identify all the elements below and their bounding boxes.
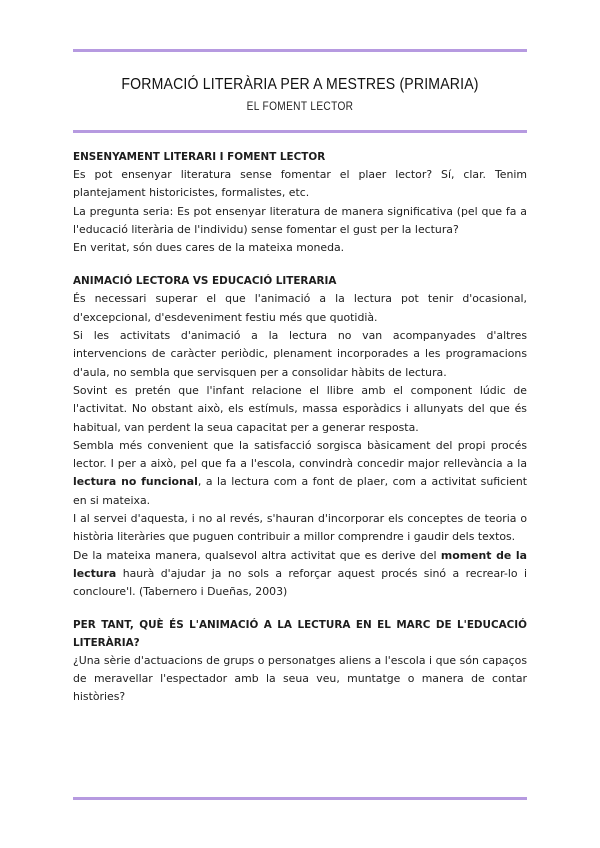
paragraph: En veritat, són dues cares de la mateixa moneda. xyxy=(73,241,345,255)
section-animacio xyxy=(73,272,527,601)
section-ensenyament xyxy=(73,148,527,257)
top-divider xyxy=(73,49,527,52)
paragraph: Es pot ensenyar literatura sense fomentar el plaer lector? Sí, clar. Tenim plantejament historicistes, formalistes, etc. xyxy=(73,168,527,200)
paragraph: I al servei d'aquesta, i no al revés, s'hauran d'incorporar els conceptes de teoria o història literàries que puguen contribuir a millor comprendre i gaudir dels textos. xyxy=(73,512,527,544)
header-divider xyxy=(73,130,527,133)
page-title: FORMACIÓ LITERÀRIA PER A MESTRES (PRIMARIA) xyxy=(121,76,479,93)
text-run: , a la lectura com a font de plaer, com a activitat suficient en si mateixa. xyxy=(73,475,528,507)
document-body xyxy=(73,148,527,706)
paragraph: Sovint es pretén que l'infant relacione el llibre amb el component lúdic de l'activitat. No obstant això, els estímuls, massa esporàdics i allunyats del que és habitual, van perdent la seua capacitat per a generar resposta. xyxy=(73,383,527,434)
bold-phrase: lectura no funcional xyxy=(73,475,198,489)
paragraph: És necessari superar el que l'animació a la lectura pot tenir d'ocasional, d'excepcional, d'esdeveniment festiu més que quotidià. xyxy=(73,292,527,324)
section-heading: ANIMACIÓ LECTORA VS EDUCACIÓ LITERARIA xyxy=(73,275,337,288)
paragraph: ¿Una sèrie d'actuacions de grups o personatges aliens a l'escola i que són capaços de meravellar l'espectador amb la seua veu, muntatge o manera de contar històries? xyxy=(73,653,527,704)
section-heading: PER TANT, QUÈ ÉS L'ANIMACIÓ A LA LECTURA EN EL MARC DE L'EDUCACIÓ LITERÀRIA? xyxy=(73,618,527,649)
section-heading: ENSENYAMENT LITERARI I FOMENT LECTOR xyxy=(73,151,326,163)
paragraph: La pregunta seria: Es pot ensenyar literatura de manera significativa (pel que fa a l'educació literària de l'individu) sense fomentar el gust per la lectura? xyxy=(73,204,527,236)
text-run: haurà d'ajudar ja no sols a reforçar aquest procés sinó a recrear-lo i concloure'l. (Tabernero i Dueñas, 2003) xyxy=(73,566,527,599)
page-subtitle: EL FOMENT LECTOR xyxy=(246,101,354,113)
paragraph: Si les activitats d'animació a la lectura no van acompanyades d'altres intervencions de caràcter periòdic, plenament incorporades a les programacions d'aula, no sembla que servisquen per a consolidar hàbits de lectura. xyxy=(73,329,527,379)
paragraph xyxy=(73,547,527,602)
bold-phrase: moment de la lectura xyxy=(73,548,527,580)
bottom-divider xyxy=(73,797,527,800)
text-run: De la mateixa manera, qualsevol altra activitat que es derive del xyxy=(73,548,441,562)
paragraph xyxy=(73,437,527,510)
text-run: Sembla més convenient que la satisfacció sorgisca bàsicament del propi procés lector. I per a això, pel que fa a l'escola, convindrà concedir major rellevància a la xyxy=(73,438,527,471)
section-per-tant xyxy=(73,616,527,707)
